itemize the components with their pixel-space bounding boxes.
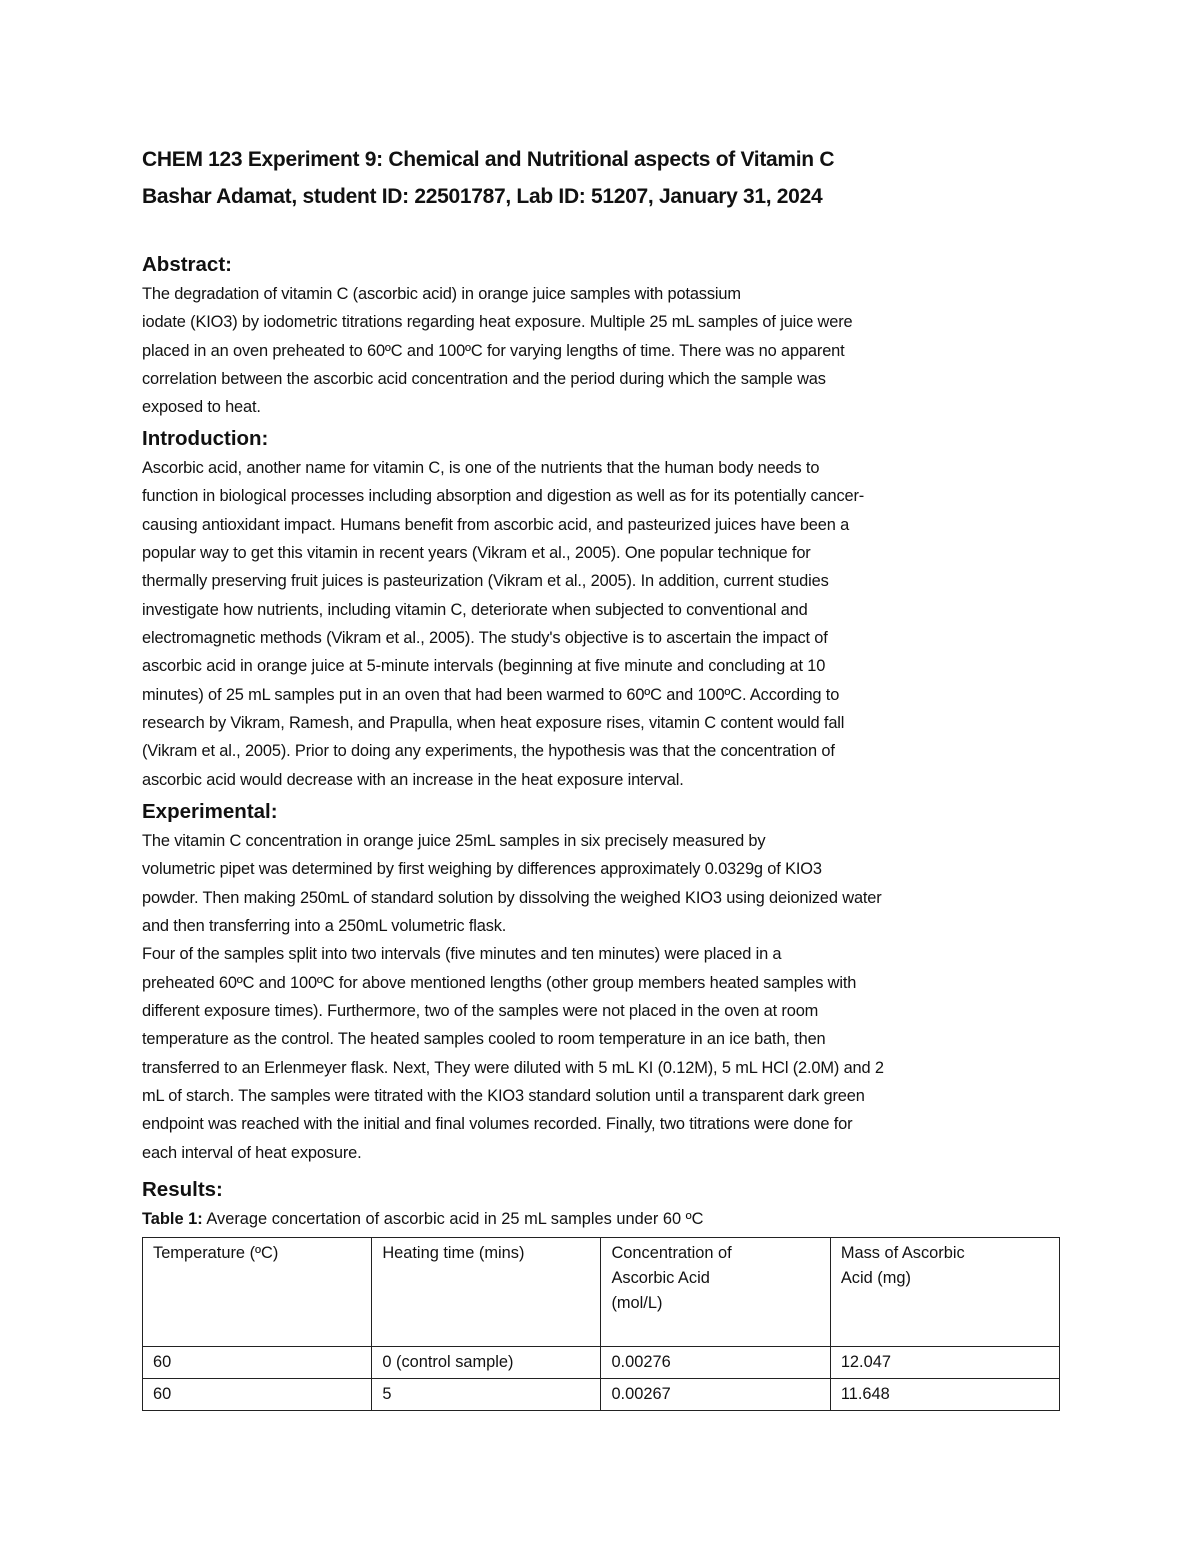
abstract-section [142, 250, 1072, 422]
table-cell: 0.00276 [601, 1347, 830, 1379]
table-caption-text: Average concertation of ascorbic acid in 25 mL samples under 60 ºC [202, 1210, 704, 1228]
results-table [142, 1237, 1060, 1411]
abstract-body [142, 280, 1072, 422]
experimental-body [142, 827, 1072, 1167]
paragraph-line: endpoint was reached with the initial and final volumes recorded. Finally, two titrations were done for [142, 1115, 853, 1134]
header-heating-time [372, 1238, 601, 1347]
header-temperature [143, 1238, 372, 1347]
table-cell: 60 [143, 1347, 372, 1379]
experimental-section [142, 797, 1072, 1167]
table-header-row [143, 1238, 1060, 1347]
table-row [143, 1379, 1060, 1411]
paragraph-line: investigate how nutrients, including vitamin C, deteriorate when subjected to conventional and [142, 600, 808, 619]
table-cell: 0.00267 [601, 1379, 830, 1411]
results-heading: Results: [142, 1178, 223, 1201]
abstract-heading: Abstract: [142, 253, 232, 276]
paragraph-line: thermally preserving fruit juices is pasteurization (Vikram et al., 2005). In addition, current studies [142, 572, 829, 591]
table-cell: 60 [143, 1379, 372, 1411]
paragraph-line: Ascorbic acid, another name for vitamin C, is one of the nutrients that the human body needs to [142, 459, 820, 477]
paragraph-line: volumetric pipet was determined by first weighing by differences approximately 0.0329g of KIO3 [142, 860, 822, 879]
header-line: Acid (mg) [840, 1269, 911, 1287]
paragraph-line: minutes) of 25 mL samples put in an oven that had been warmed to 60ºC and 100ºC. According to [142, 685, 840, 704]
table-cell: 5 [372, 1379, 601, 1411]
table-cell: 12.047 [830, 1347, 1059, 1379]
document-header [142, 141, 1072, 215]
paragraph-line: iodate (KIO3) by iodometric titrations regarding heat exposure. Multiple 25 mL samples of juice were [142, 313, 853, 332]
introduction-section [142, 424, 1072, 794]
table-cell: 11.648 [830, 1379, 1059, 1411]
paragraph-line: mL of starch. The samples were titrated with the KIO3 standard solution until a transparent dark green [142, 1087, 865, 1106]
paragraph-line: each interval of heat exposure. [142, 1143, 362, 1162]
header-line: Temperature (ºC) [153, 1244, 279, 1262]
paragraph-line: The degradation of vitamin C (ascorbic acid) in orange juice samples with potassium [142, 285, 741, 303]
header-line: Concentration of [611, 1244, 732, 1262]
paragraph-line: temperature as the control. The heated samples cooled to room temperature in an ice bath, then [142, 1030, 826, 1049]
paragraph-line: correlation between the ascorbic acid concentration and the period during which the sample was [142, 370, 826, 389]
header-line: (mol/L) [611, 1294, 663, 1312]
paragraph-line: Four of the samples split into two intervals (five minutes and ten minutes) were placed in a [142, 945, 782, 964]
table-label: Table 1: [142, 1210, 203, 1228]
paragraph-line: exposed to heat. [142, 398, 261, 417]
paragraph-line: ascorbic acid in orange juice at 5-minute intervals (beginning at five minute and concluding at 10 [142, 657, 826, 676]
table-cell: 0 (control sample) [372, 1347, 601, 1379]
paragraph-line: placed in an oven preheated to 60ºC and 100ºC for varying lengths of time. There was no apparent [142, 341, 845, 360]
paragraph-line: causing antioxidant impact. Humans benefit from ascorbic acid, and pasteurized juices have been a [142, 515, 850, 534]
paragraph-line: powder. Then making 250mL of standard solution by dissolving the weighed KIO3 using deionized water [142, 888, 882, 907]
header-concentration [601, 1238, 830, 1347]
results-section [142, 1175, 1072, 1229]
paragraph-line: preheated 60ºC and 100ºC for above mentioned lengths (other group members heated samples with [142, 973, 857, 992]
table-row [143, 1347, 1060, 1379]
paragraph-line: popular way to get this vitamin in recent years (Vikram et al., 2005). One popular technique for [142, 544, 811, 563]
paragraph-line: research by Vikram, Ramesh, and Prapulla, when heat exposure rises, vitamin C content would fall [142, 714, 845, 733]
document-subtitle: Bashar Adamat, student ID: 22501787, Lab ID: 51207, January 31, 2024 [142, 185, 823, 208]
header-line: Heating time (mins) [382, 1244, 525, 1262]
paragraph-line: electromagnetic methods (Vikram et al., 2005). The study's objective is to ascertain the impact of [142, 629, 828, 648]
introduction-body [142, 454, 1072, 794]
paragraph-line: transferred to an Erlenmeyer flask. Next, They were diluted with 5 mL KI (0.12M), 5 mL HCl (2.0M) and 2 [142, 1058, 884, 1077]
paragraph-line: and then transferring into a 250mL volumetric flask. [142, 917, 507, 936]
header-line: Mass of Ascorbic [840, 1244, 965, 1262]
experimental-heading: Experimental: [142, 800, 278, 823]
paragraph-line: different exposure times). Furthermore, two of the samples were not placed in the oven at room [142, 1002, 819, 1021]
paragraph-line: function in biological processes including absorption and digestion as well as for its potentially cancer- [142, 487, 865, 506]
paragraph-line: ascorbic acid would decrease with an increase in the heat exposure interval. [142, 770, 684, 789]
paragraph-line: (Vikram et al., 2005). Prior to doing any experiments, the hypothesis was that the concentration of [142, 742, 835, 761]
paragraph-line: The vitamin C concentration in orange juice 25mL samples in six precisely measured by [142, 832, 766, 850]
table-caption [142, 1210, 1072, 1229]
header-mass [830, 1238, 1059, 1347]
introduction-heading: Introduction: [142, 427, 269, 450]
document-title: CHEM 123 Experiment 9: Chemical and Nutritional aspects of Vitamin C [142, 148, 835, 171]
header-line: Ascorbic Acid [611, 1269, 710, 1287]
